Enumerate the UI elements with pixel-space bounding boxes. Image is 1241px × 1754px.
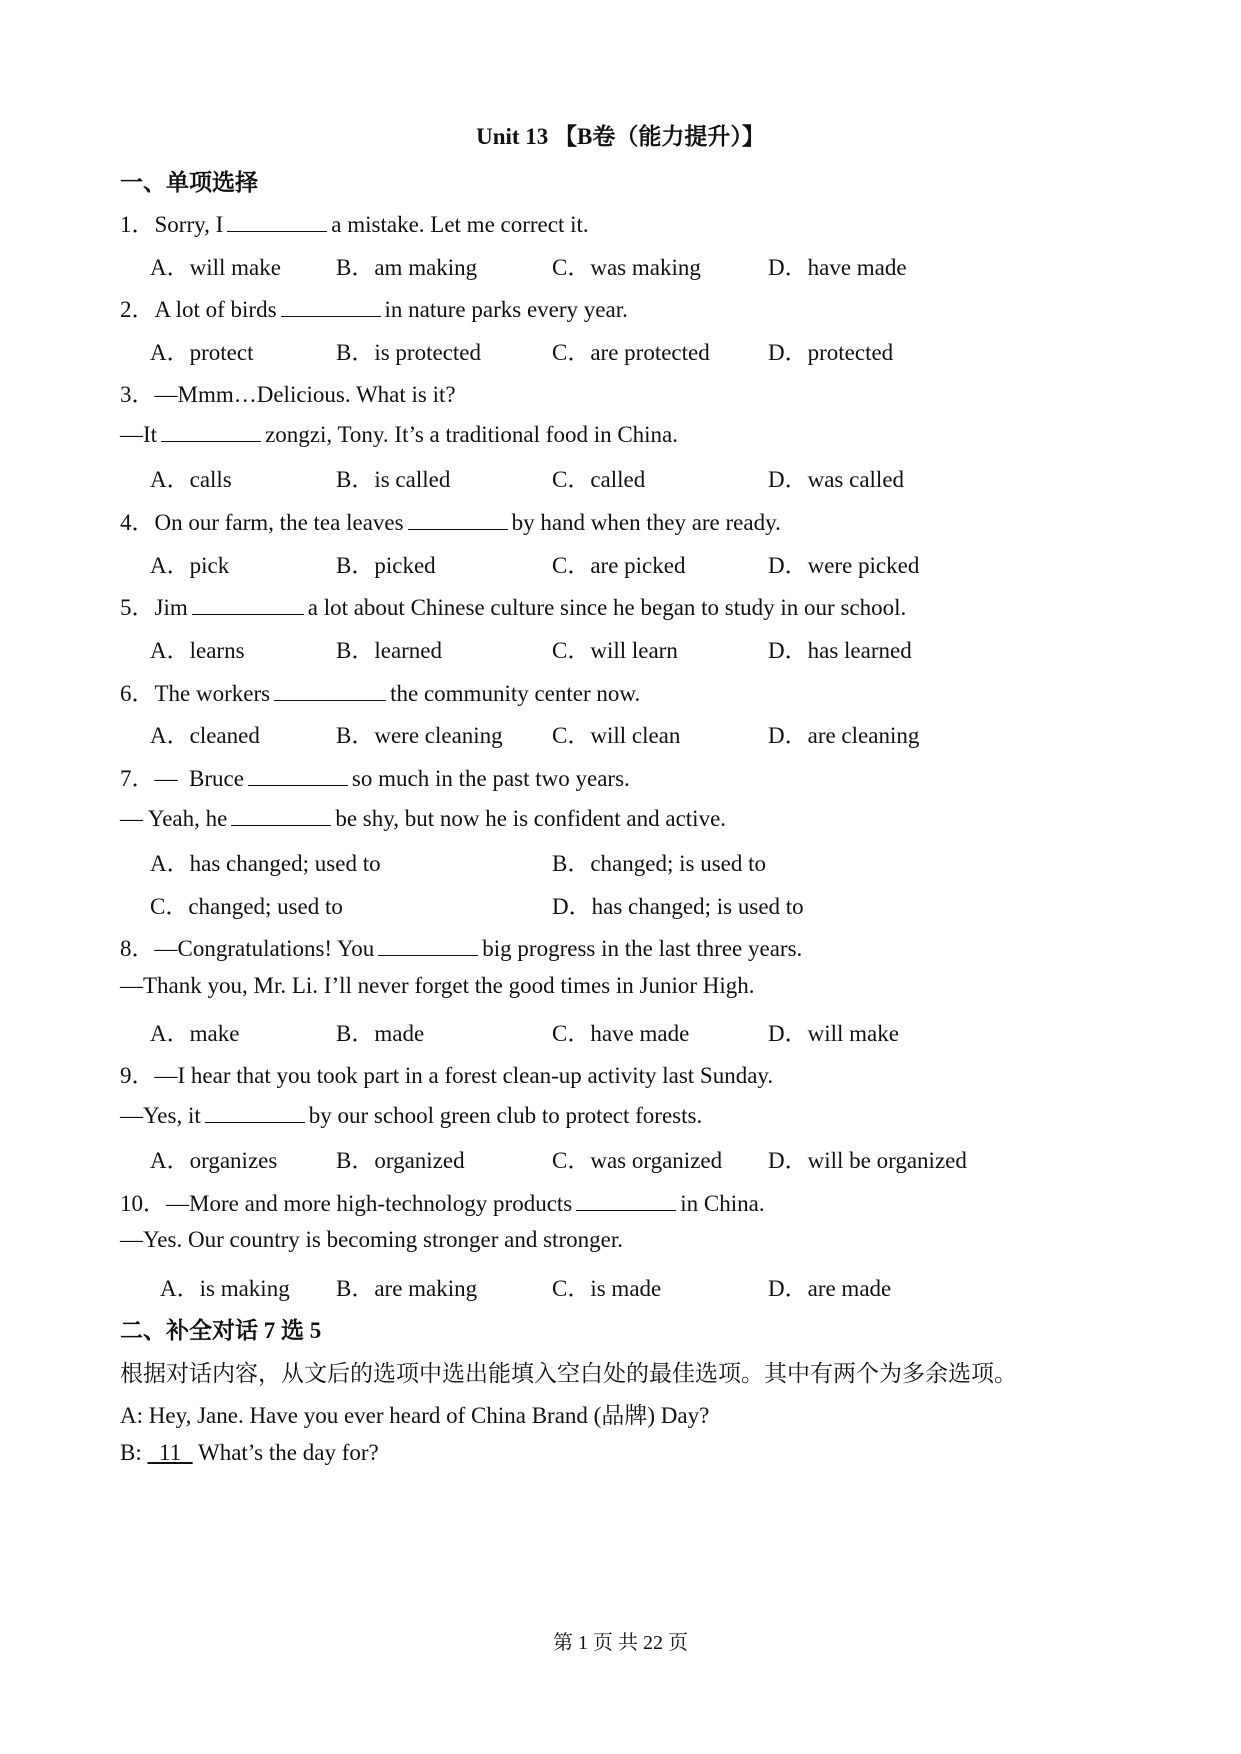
option-b: B．is called: [336, 467, 451, 492]
option-b: B．made: [336, 1021, 425, 1046]
option-c: C．are picked: [552, 553, 686, 578]
option-b: B．am making: [336, 255, 478, 280]
question-7-reply: — Yeah, he be shy, but now he is confident and active.: [120, 803, 726, 832]
question-8-reply: —Thank you, Mr. Li. I’ll never forget the good times in Junior High.: [120, 973, 755, 998]
question-3-options: [150, 461, 1110, 491]
question-3-text: 3．—Mmm…Delicious. What is it?: [120, 382, 456, 407]
option-a: A．protect: [150, 340, 254, 365]
answer-blank: [248, 763, 348, 786]
question-1-options: [150, 249, 1110, 279]
option-d: D．protected: [768, 340, 894, 365]
question-2-text: 2．A lot of birds in nature parks every year.: [120, 291, 628, 324]
question-1-text: 1．Sorry, I a mistake. Let me correct it.: [120, 206, 589, 239]
answer-blank: [576, 1188, 676, 1211]
question-6-options: [150, 717, 1110, 747]
option-d: D．has changed; is used to: [552, 894, 804, 919]
option-d: D．were picked: [768, 553, 920, 578]
option-c: C．changed; used to: [150, 894, 343, 919]
option-a: A．organizes: [150, 1148, 278, 1173]
option-a: A．will make: [150, 255, 281, 280]
option-d: D．has learned: [768, 638, 912, 663]
option-d: D．will make: [768, 1021, 899, 1046]
option-d: D．are made: [768, 1276, 892, 1301]
answer-blank: [378, 933, 478, 956]
option-c: C．are protected: [552, 340, 710, 365]
section-heading-multiple-choice: 一、单项选择: [120, 170, 258, 195]
option-c: C．was organized: [552, 1148, 723, 1173]
question-4-options: [150, 547, 1110, 577]
question-9-text: 9．—I hear that you took part in a forest clean-up activity last Sunday.: [120, 1063, 774, 1088]
question-7-text: 7．— Bruce so much in the past two years.: [120, 760, 630, 793]
option-b: B．are making: [336, 1276, 478, 1301]
answer-blank: [408, 507, 508, 530]
option-d: D．have made: [768, 255, 907, 280]
option-b: B．organized: [336, 1148, 465, 1173]
answer-blank: [192, 592, 304, 615]
dialogue-line-b: B: 11 What’s the day for?: [120, 1440, 379, 1465]
option-c: C．was making: [552, 255, 701, 280]
answer-blank: [274, 678, 386, 701]
answer-blank: [205, 1100, 305, 1123]
question-8-text: 8．—Congratulations! You big progress in the last three years.: [120, 930, 802, 963]
answer-blank: [161, 419, 261, 442]
question-10-text: 10．—More and more high-technology products in China.: [120, 1185, 765, 1218]
answer-blank: [231, 803, 331, 826]
option-b: B．changed; is used to: [552, 851, 766, 876]
option-d: D．was called: [768, 467, 905, 492]
answer-blank: [227, 209, 327, 232]
option-c: C．called: [552, 467, 646, 492]
option-a: A．pick: [150, 553, 230, 578]
question-10-reply: —Yes. Our country is becoming stronger and stronger.: [120, 1227, 623, 1252]
option-d: D．are cleaning: [768, 723, 920, 748]
option-c: C．will learn: [552, 638, 678, 663]
question-9-reply: —Yes, it by our school green club to protect forests.: [120, 1100, 702, 1129]
dialogue-instruction: 根据对话内容，从文后的选项中选出能填入空白处的最佳选项。其中有两个为多余选项。: [120, 1361, 1017, 1386]
question-5-text: 5．Jim a lot about Chinese culture since he began to study in our school.: [120, 589, 906, 622]
option-b: B．were cleaning: [336, 723, 503, 748]
option-b: B．picked: [336, 553, 436, 578]
option-a: A．cleaned: [150, 723, 260, 748]
section-heading-dialogue: 二、补全对话 7 选 5: [120, 1318, 322, 1343]
question-5-options: [150, 632, 1110, 662]
page-footer: 第 1 页 共 22 页: [553, 1632, 688, 1654]
option-a: A．calls: [150, 467, 232, 492]
option-d: D．will be organized: [768, 1148, 967, 1173]
question-4-text: 4．On our farm, the tea leaves by hand when they are ready.: [120, 504, 781, 537]
answer-blank-11: 11: [147, 1440, 193, 1465]
option-a: A．is making: [160, 1276, 290, 1301]
page-title: Unit 13 【B卷（能力提升）】: [476, 124, 765, 149]
question-9-options: [150, 1142, 1110, 1172]
option-c: C．have made: [552, 1021, 690, 1046]
question-6-text: 6．The workers the community center now.: [120, 675, 640, 708]
option-a: A．has changed; used to: [150, 851, 381, 876]
question-3-reply: —It zongzi, Tony. It’s a traditional food in China.: [120, 419, 678, 448]
option-b: B．is protected: [336, 340, 481, 365]
option-c: C．will clean: [552, 723, 681, 748]
answer-blank: [281, 294, 381, 317]
question-7-options-row-1: [150, 845, 1110, 875]
option-c: C．is made: [552, 1276, 662, 1301]
dialogue-line-a: A: Hey, Jane. Have you ever heard of China Brand (品牌) Day?: [120, 1403, 710, 1428]
question-7-options-row-2: [150, 888, 1110, 918]
question-2-options: [150, 334, 1110, 364]
option-b: B．learned: [336, 638, 443, 663]
question-8-options: [150, 1015, 1110, 1045]
option-a: A．make: [150, 1021, 240, 1046]
question-10-options: [160, 1270, 1120, 1300]
option-a: A．learns: [150, 638, 245, 663]
